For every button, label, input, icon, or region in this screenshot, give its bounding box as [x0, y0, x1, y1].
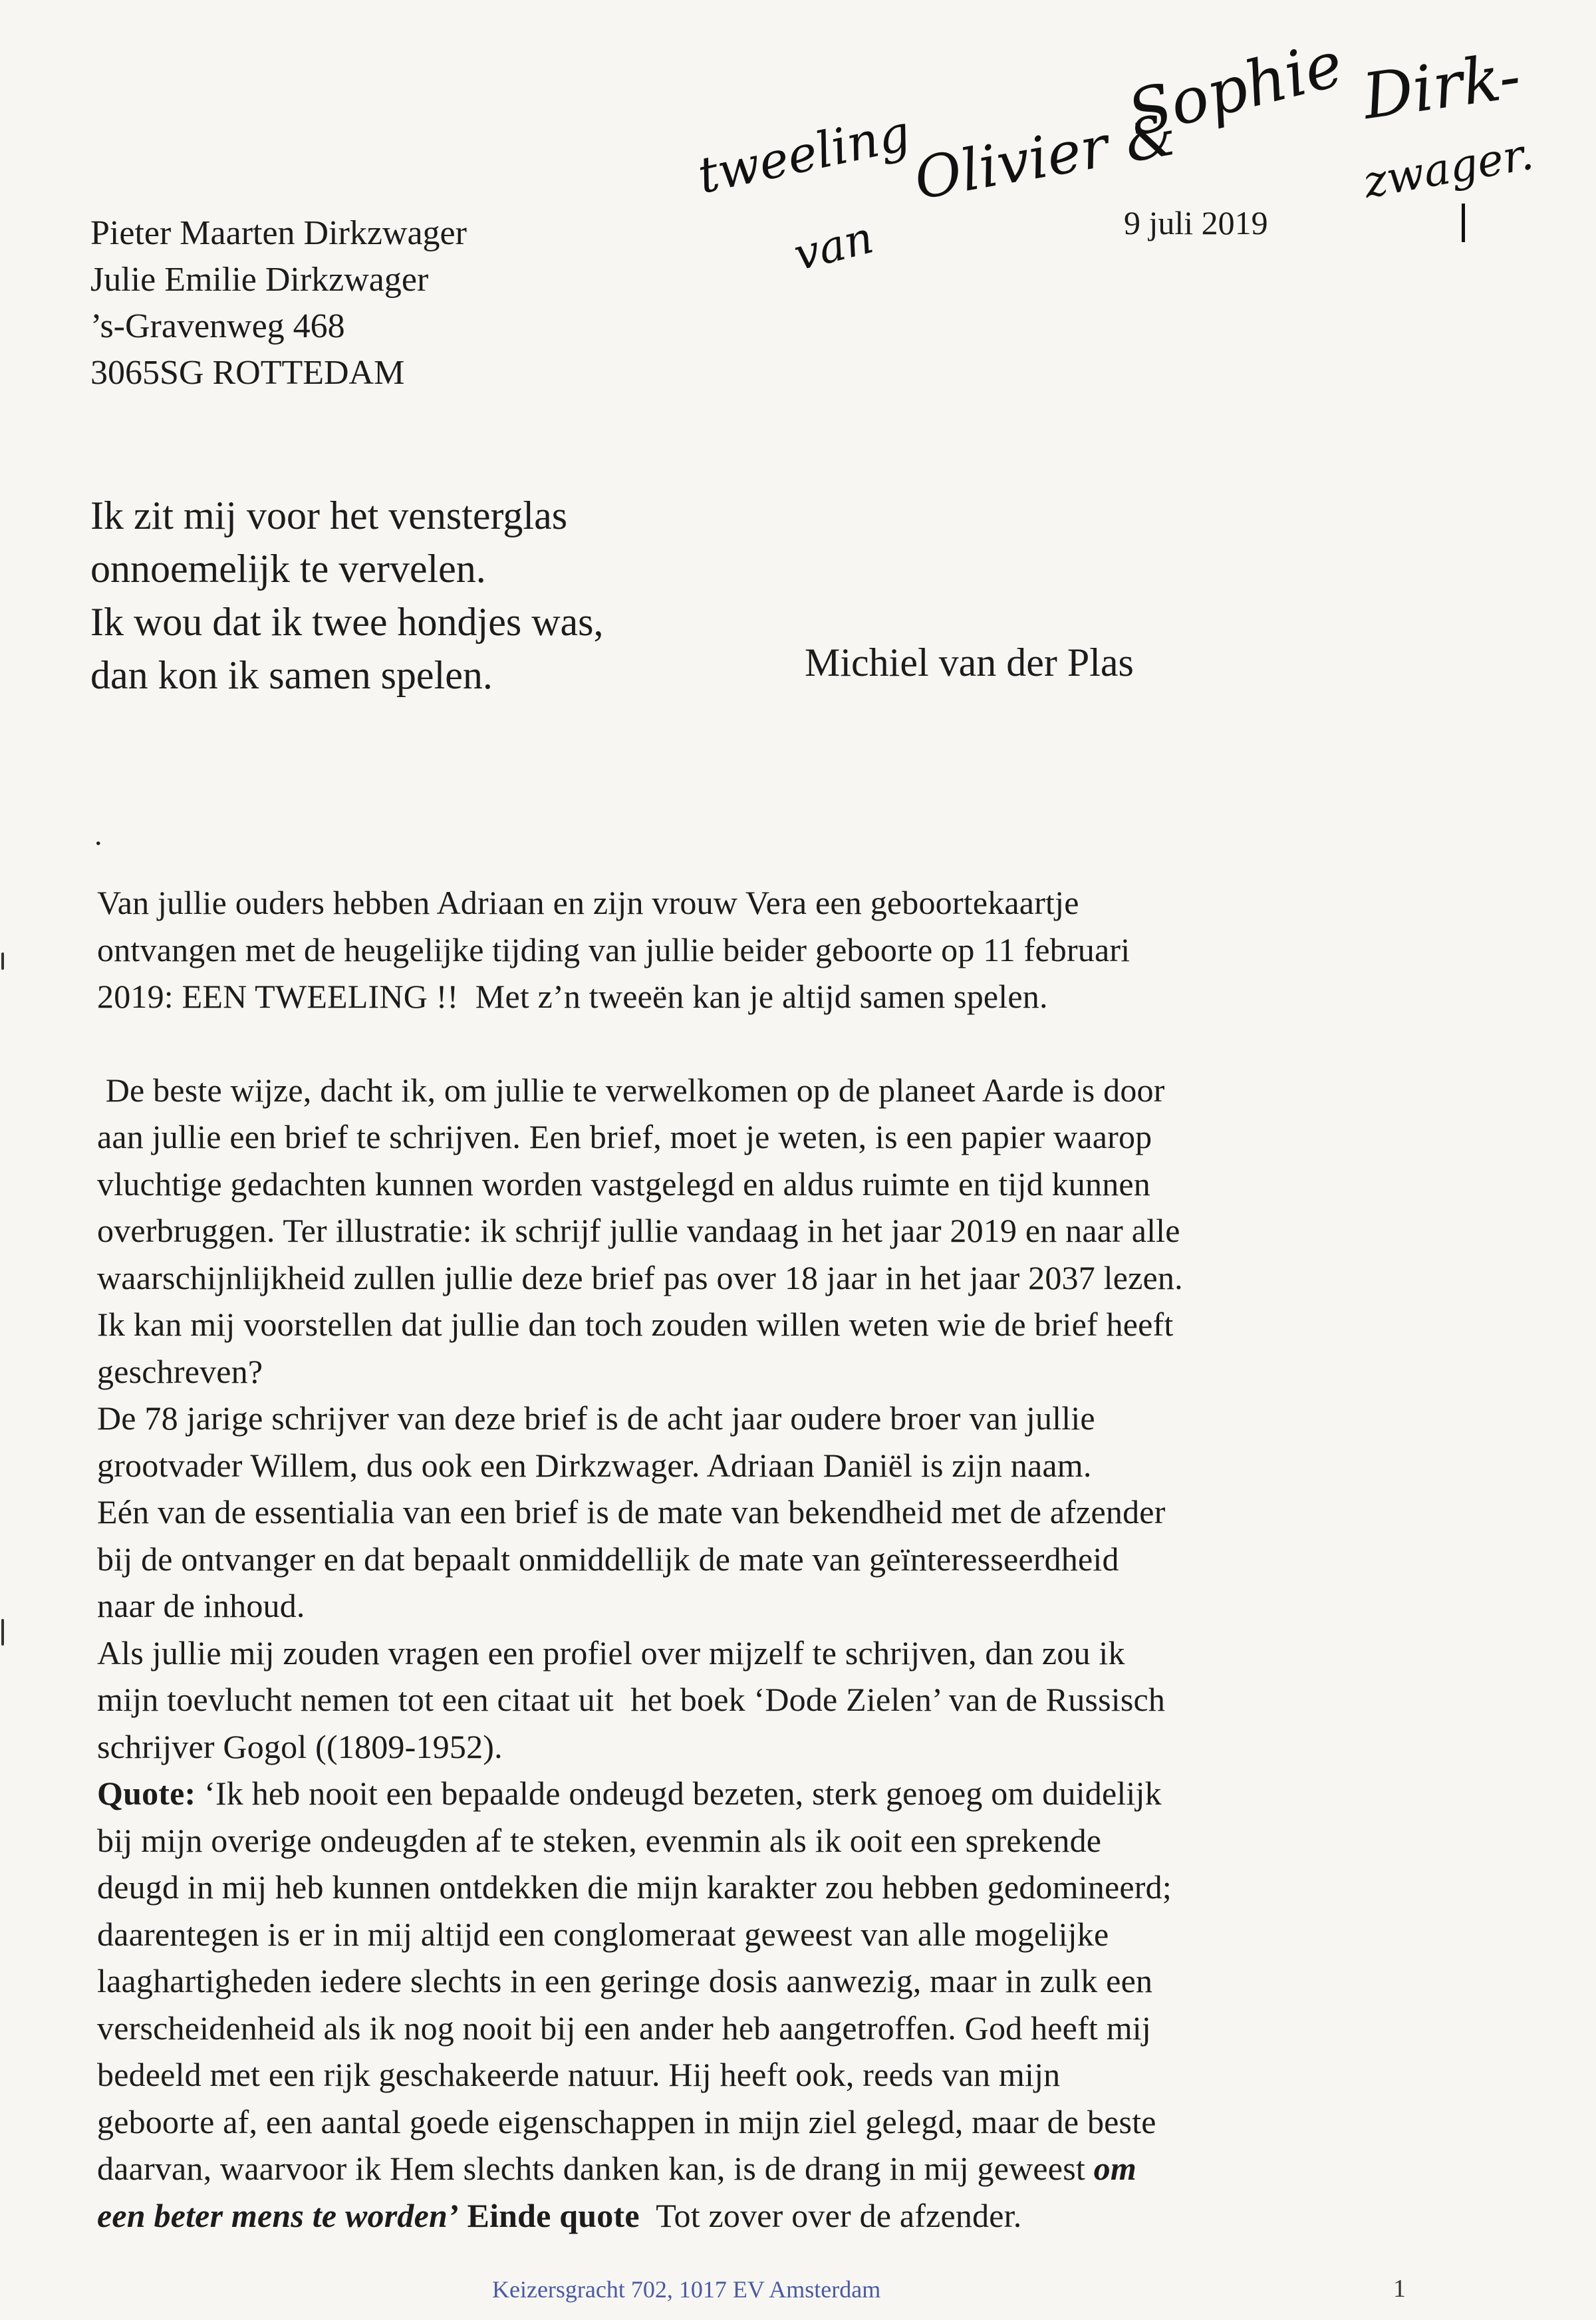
text-line: vluchtige gedachten kunnen worden vastgelegd en aldus ruimte en tijd kunnen — [97, 1165, 1150, 1203]
paragraph-intro — [97, 879, 1394, 1020]
closing-text: Tot zover over de afzender. — [639, 2196, 1022, 2234]
scan-edge-mark — [1, 952, 4, 970]
handwritten-note: Dirk- — [1358, 40, 1526, 134]
sender-line: ’s-Gravenweg 468 — [90, 307, 345, 345]
quote-label: Quote: — [97, 1775, 196, 1812]
text-line: naar de inhoud. — [97, 1587, 305, 1624]
poem-line: Ik wou dat ik twee hondjes was, — [90, 600, 604, 644]
paragraph-main — [97, 1067, 1394, 2240]
text-line: bij de ontvanger en dat bepaalt onmiddellijk de mate van geïnteresseerdheid — [97, 1540, 1119, 1578]
text-line: ontvangen met de heugelijke tijding van jullie beider geboorte op 11 februari — [97, 931, 1130, 968]
text-line: Ik kan mij voorstellen dat jullie dan toch zouden willen weten wie de brief heeft — [97, 1306, 1174, 1343]
handwritten-note: Olivier & — [909, 101, 1182, 213]
letter-date: 9 juli 2019 — [1124, 204, 1268, 241]
quote-line: geboorte af, een aantal goede eigenschappen in mijn ziel gelegd, maar de beste — [97, 2102, 1156, 2140]
poem-line: onnoemelijk te vervelen. — [90, 547, 486, 591]
text-line: geschreven? — [97, 1352, 263, 1390]
quote-emphasis: een beter mens te worden’ — [97, 2196, 459, 2234]
quote-line: laaghartigheden iedere slechts in een geringe dosis aanwezig, maar in zulk een — [97, 1962, 1153, 1999]
quote-text: ‘Ik heb nooit een bepaalde ondeugd bezeten, sterk genoeg om duidelijk — [196, 1775, 1162, 1812]
scan-edge-mark — [1, 1619, 4, 1646]
text-line: Als jullie mij zouden vragen een profiel over mijzelf te schrijven, dan zou ik — [97, 1634, 1125, 1671]
letter-body — [97, 879, 1394, 2239]
quote-line — [97, 2197, 1021, 2234]
sender-line: Julie Emilie Dirkzwager — [90, 261, 429, 299]
quote-text: daarvan, waarvoor ik Hem slechts danken kan, is de drang in mij geweest — [97, 2150, 1094, 2187]
poem-line: Ik zit mij voor het vensterglas — [90, 494, 568, 537]
sender-line: 3065SG ROTTEDAM — [90, 354, 405, 392]
text-line: waarschijnlijkheid zullen jullie deze brief pas over 18 jaar in het jaar 2037 lezen. — [97, 1258, 1183, 1296]
text-line: grootvader Willem, dus ook een Dirkzwager. Adriaan Daniël is zijn naam. — [97, 1446, 1092, 1484]
quote-line: bedeeld met een rijk geschakeerde natuur. Hij heeft ook, reeds van mijn — [97, 2056, 1061, 2093]
quote-line: verscheidenheid als ik nog nooit bij een ander heb aangetroffen. God heeft mij — [97, 2009, 1151, 2047]
text-line: schrijver Gogol ((1809-1952). — [97, 1727, 503, 1765]
poem-line: dan kon ik samen spelen. — [90, 653, 493, 697]
text-line: Eén van de essentialia van een brief is de mate van bekendheid met de afzender — [97, 1493, 1166, 1530]
quote-line: bij mijn overige ondeugden af te steken, evenmin als ik ooit een sprekende — [97, 1821, 1102, 1859]
quote-line: daarentegen is er in mij altijd een conglomeraat geweest van alle mogelijke — [97, 1915, 1109, 1953]
text-line: Van jullie ouders hebben Adriaan en zijn vrouw Vera een geboortekaartje — [97, 884, 1079, 921]
separator-dot: . — [94, 817, 102, 851]
text-line: 2019: EEN TWEELING !! Met z’n tweeën kan je altijd samen spelen. — [97, 978, 1048, 1015]
quote-emphasis: om — [1093, 2150, 1136, 2187]
quote-line: deugd in mij heb kunnen ontdekken die mijn karakter zou hebben gedomineerd; — [97, 1868, 1172, 1906]
handwritten-note: van — [789, 212, 878, 281]
text-line: mijn toevlucht nemen tot een citaat uit het boek ‘Dode Zielen’ van de Russisch — [97, 1681, 1166, 1718]
text-line: De beste wijze, dacht ik, om jullie te verwelkomen op de planeet Aarde is door — [97, 1071, 1165, 1109]
quote-line — [97, 1775, 1162, 1812]
text-line: aan jullie een brief te schrijven. Een brief, moet je weten, is een papier waarop — [97, 1118, 1152, 1155]
text-line: overbruggen. Ter illustratie: ik schrijf jullie vandaag in het jaar 2019 en naar alle — [97, 1212, 1180, 1249]
handwritten-note: zwager. — [1359, 128, 1537, 208]
text-line: De 78 jarige schrijver van deze brief is de acht jaar oudere broer van jullie — [97, 1399, 1095, 1437]
handwritten-note: Sophie — [1121, 28, 1350, 152]
sender-line: Pieter Maarten Dirkzwager — [90, 214, 467, 252]
page-number: 1 — [1393, 2275, 1406, 2303]
poem — [90, 489, 604, 702]
handwritten-note: tweeling — [693, 104, 915, 205]
handwritten-stroke — [1462, 204, 1465, 242]
footer-address: Keizersgracht 702, 1017 EV Amsterdam — [492, 2276, 881, 2303]
poem-author: Michiel van der Plas — [805, 641, 1134, 684]
quote-end-label: Einde quote — [458, 2196, 640, 2234]
sender-address — [90, 210, 467, 396]
quote-line — [97, 2150, 1136, 2187]
paragraph-gap — [97, 1020, 1394, 1067]
